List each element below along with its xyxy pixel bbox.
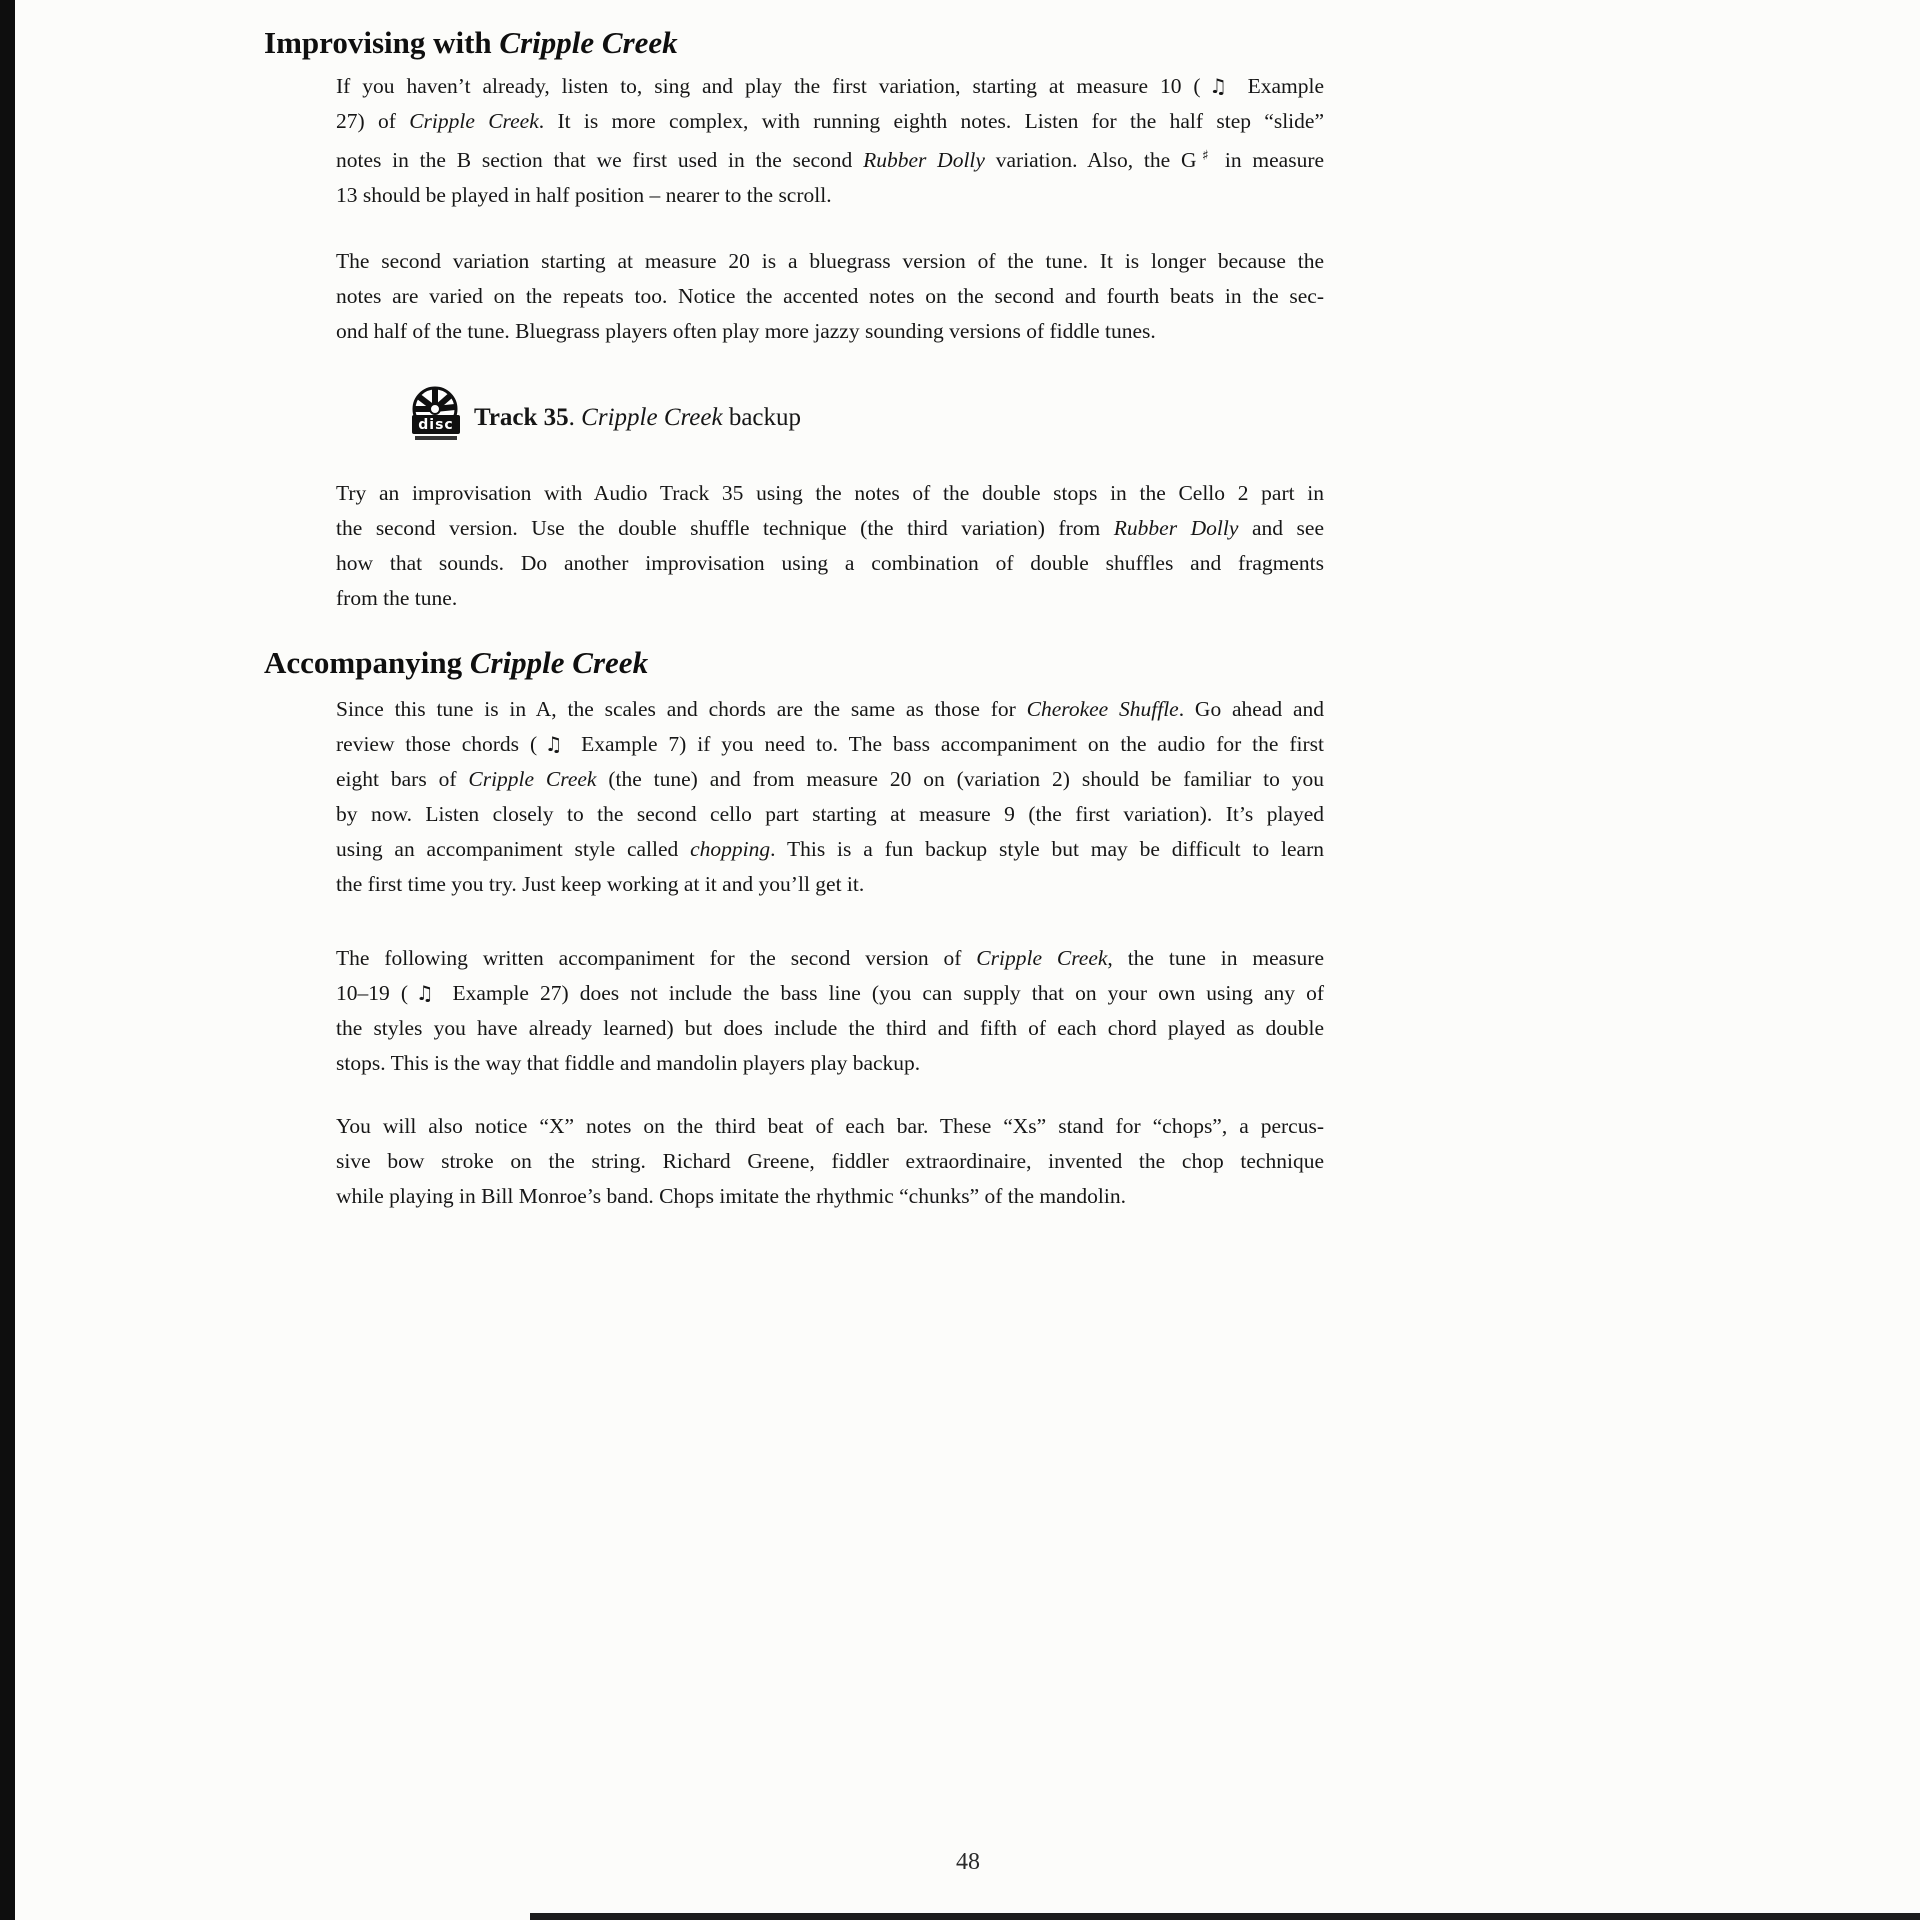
page-number: 48 (956, 1849, 980, 1875)
scan-edge-left (0, 0, 15, 1920)
eighth-notes-icon: ♫ (1202, 74, 1234, 98)
text-line: eight bars of Cripple Creek (the tune) and from measure 20 on (variation 2) should be familiar to you (336, 767, 1324, 791)
paragraph-accompanying-3 (336, 1109, 1324, 1214)
section-heading-accompanying: Accompanying Cripple Creek (264, 645, 649, 680)
track-label: Track 35. Cripple Creek backup (474, 404, 802, 431)
text-line: Since this tune is in A, the scales and chords are the same as those for Cherokee Shuffle. Go ahead and (336, 697, 1324, 721)
eighth-notes-icon: ♫ (539, 732, 569, 756)
text-line: 13 should be played in half position – nearer to the scroll. (336, 183, 832, 207)
paragraph-accompanying-2 (336, 941, 1324, 1081)
text-line: how that sounds. Do another improvisation using a combination of double shuffles and fragments (336, 551, 1324, 575)
text-line: If you haven’t already, listen to, sing and play the first variation, starting at measure 10 ( ♫ Example (336, 74, 1325, 98)
text-line: the second version. Use the double shuffle technique (the third variation) from Rubber Dolly and see (336, 516, 1325, 540)
paragraph-improvising-2 (336, 244, 1324, 349)
scan-edge-bottom (530, 1913, 1920, 1920)
text-line: 27) of Cripple Creek. It is more complex, with running eighth notes. Listen for the half step “slide” (336, 109, 1324, 133)
text-line: ond half of the tune. Bluegrass players often play more jazzy sounding versions of fiddle tunes. (336, 319, 1156, 343)
text-line: while playing in Bill Monroe’s band. Chops imitate the rhythmic “chunks” of the mandolin. (336, 1184, 1126, 1208)
text-line: The second variation starting at measure 20 is a bluegrass version of the tune. It is longer because the (336, 249, 1324, 273)
text-line: sive bow stroke on the string. Richard Greene, fiddler extraordinaire, invented the chop technique (336, 1149, 1324, 1173)
paragraph-accompanying-1 (336, 692, 1324, 902)
text-line: Try an improvisation with Audio Track 35 using the notes of the double stops in the Cello 2 part in (336, 481, 1324, 505)
text-line: review those chords ( ♫ Example 7) if you need to. The bass accompaniment on the audio for the first (336, 732, 1325, 756)
text-line: the first time you try. Just keep working at it and you’ll get it. (336, 872, 865, 896)
text-line: notes are varied on the repeats too. Notice the accented notes on the second and fourth beats in the sec- (336, 284, 1324, 308)
text-line: 10–19 ( ♫ Example 27) does not include the bass line (you can supply that on your own using any of (336, 981, 1324, 1005)
paragraph-improvising-1 (336, 69, 1324, 213)
text-line: using an accompaniment style called chopping. This is a fun backup style but may be difficult to learn (336, 837, 1325, 861)
text-line: The following written accompaniment for the second version of Cripple Creek, the tune in measure (336, 946, 1324, 970)
disc-icon-graphic (408, 386, 464, 444)
text-line: by now. Listen closely to the second cello part starting at measure 9 (the first variation). It’s played (336, 802, 1324, 826)
text-line: You will also notice “X” notes on the third beat of each bar. These “Xs” stand for “chops”, a percus- (336, 1114, 1324, 1138)
text-line: the styles you have already learned) but does include the third and fifth of each chord played as double (336, 1016, 1324, 1040)
section-heading-improvising: Improvising with Cripple Creek (264, 25, 678, 60)
text-line: from the tune. (336, 586, 458, 610)
text-line: notes in the B section that we first used in the second Rubber Dolly variation. Also, the G♯ in measure (336, 148, 1325, 172)
paragraph-improvising-3 (336, 476, 1324, 616)
disc-icon-label: disc (418, 417, 454, 433)
eighth-notes-icon: ♫ (410, 981, 440, 1005)
disc-icon (408, 386, 464, 444)
sharp-sign: ♯ (1196, 148, 1215, 164)
text-line: stops. This is the way that fiddle and mandolin players play backup. (336, 1051, 921, 1075)
audio-track-callout (408, 386, 1108, 450)
